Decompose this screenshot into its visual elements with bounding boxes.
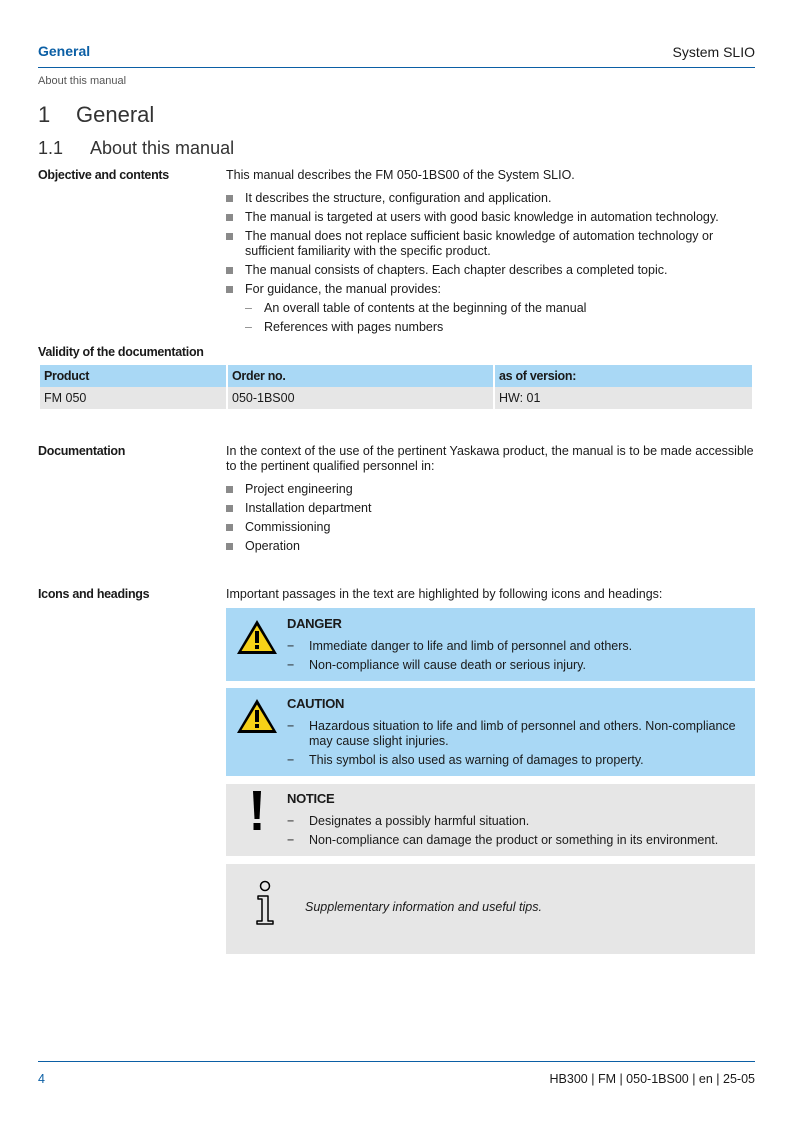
list-item: Installation department bbox=[226, 501, 756, 516]
header-section: General bbox=[38, 43, 91, 59]
validity-table bbox=[38, 365, 754, 409]
header-product: System SLIO bbox=[672, 44, 755, 60]
objective-body bbox=[226, 168, 756, 339]
list-item: − This symbol is also used as warning of damages to property. bbox=[287, 753, 747, 768]
list-item: – An overall table of contents at the beginning of the manual bbox=[245, 301, 756, 316]
documentation-body bbox=[226, 444, 756, 558]
list-item: – References with pages numbers bbox=[245, 320, 756, 335]
icons-label: Icons and headings bbox=[38, 587, 150, 601]
chapter-heading bbox=[38, 102, 154, 128]
info-box bbox=[226, 864, 755, 954]
caution-title: CAUTION bbox=[287, 696, 345, 711]
objective-list bbox=[226, 191, 756, 297]
page-number: 4 bbox=[38, 1072, 45, 1086]
section-number: 1.1 bbox=[38, 138, 64, 158]
validity-label: Validity of the documentation bbox=[38, 345, 204, 359]
list-item: − Designates a possibly harmful situation. bbox=[287, 814, 747, 829]
danger-list bbox=[287, 639, 747, 677]
section-title: About this manual bbox=[90, 138, 235, 158]
list-item: The manual is targeted at users with good basic knowledge in automation technology. bbox=[226, 210, 756, 225]
objective-label: Objective and contents bbox=[38, 168, 169, 182]
footer-divider bbox=[38, 1061, 755, 1062]
notice-box bbox=[226, 784, 755, 856]
table-row bbox=[40, 387, 752, 409]
danger-box bbox=[226, 608, 755, 681]
notice-title: NOTICE bbox=[287, 791, 335, 806]
list-item: Commissioning bbox=[226, 520, 756, 535]
objective-sublist bbox=[245, 301, 756, 335]
chapter-title: General bbox=[76, 102, 155, 127]
list-item: − Immediate danger to life and limb of personnel and others. bbox=[287, 639, 747, 654]
list-item: − Hazardous situation to life and limb of personnel and others. Non-compliance may cause slight injuries. bbox=[287, 719, 747, 749]
list-item: The manual consists of chapters. Each chapter describes a completed topic. bbox=[226, 263, 756, 278]
info-icon bbox=[254, 880, 278, 926]
documentation-intro: In the context of the use of the pertinent Yaskawa product, the manual is to be made accessible to the pertinent qualified personnel in: bbox=[226, 444, 754, 473]
icons-intro: Important passages in the text are highlighted by following icons and headings: bbox=[226, 587, 663, 601]
warning-triangle-icon bbox=[235, 618, 279, 656]
documentation-list bbox=[226, 482, 756, 554]
table-cell: 050-1BS00 bbox=[228, 387, 493, 409]
chapter-number: 1 bbox=[38, 102, 51, 127]
exclamation-icon bbox=[250, 791, 264, 833]
footer-doc-id: HB300 | FM | 050-1BS00 | en | 25-05 bbox=[549, 1072, 755, 1086]
section-heading bbox=[38, 138, 234, 159]
table-cell: HW: 01 bbox=[495, 387, 752, 409]
list-item: Operation bbox=[226, 539, 756, 554]
breadcrumb: About this manual bbox=[38, 75, 127, 87]
danger-title: DANGER bbox=[287, 616, 342, 631]
table-header: as of version: bbox=[495, 365, 752, 387]
caution-box bbox=[226, 688, 755, 776]
caution-list bbox=[287, 719, 747, 772]
list-item: − Non-compliance will cause death or serious injury. bbox=[287, 658, 747, 673]
info-text: Supplementary information and useful tips. bbox=[305, 900, 542, 914]
list-item: Project engineering bbox=[226, 482, 756, 497]
table-cell: FM 050 bbox=[40, 387, 226, 409]
notice-list bbox=[287, 814, 747, 852]
table-header: Order no. bbox=[228, 365, 493, 387]
table-header: Product bbox=[40, 365, 226, 387]
list-item: The manual does not replace sufficient basic knowledge of automation technology or sufficient familiarity with the specific product. bbox=[226, 229, 756, 259]
header-divider bbox=[38, 67, 755, 68]
documentation-label: Documentation bbox=[38, 444, 126, 458]
list-item: For guidance, the manual provides: bbox=[226, 282, 756, 297]
list-item: − Non-compliance can damage the product or something in its environment. bbox=[287, 833, 747, 848]
list-item: It describes the structure, configuration and application. bbox=[226, 191, 756, 206]
objective-intro: This manual describes the FM 050-1BS00 of the System SLIO. bbox=[226, 168, 575, 182]
warning-triangle-icon bbox=[235, 697, 279, 735]
